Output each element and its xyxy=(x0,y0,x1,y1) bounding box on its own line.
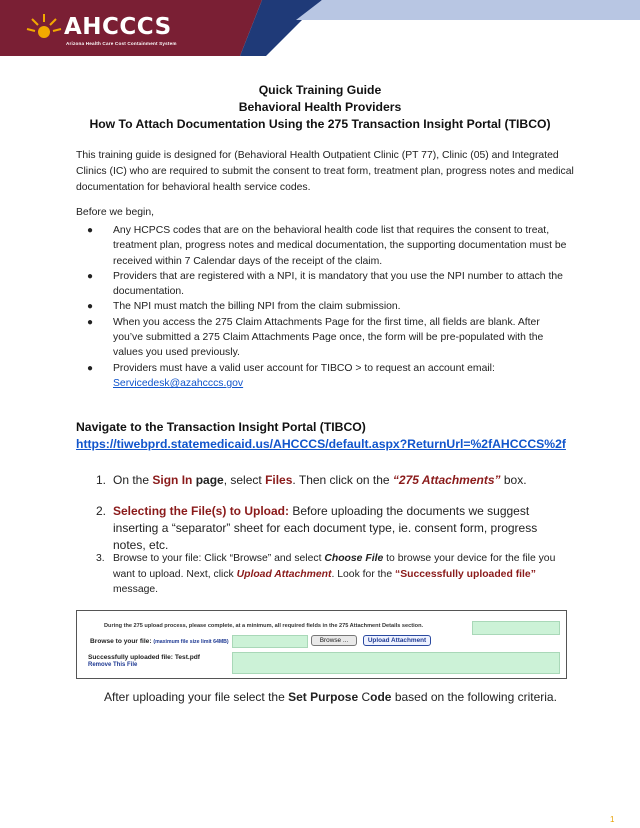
notice-green-cell xyxy=(472,621,560,635)
file-size-hint: (maximum file size limit 64MB) xyxy=(153,639,229,645)
success-message: Successfully uploaded file: Test.pdf xyxy=(88,654,200,661)
servicedesk-email-link[interactable]: Servicedesk@azahcccs.gov xyxy=(113,377,244,389)
browse-button[interactable]: Browse ... xyxy=(311,635,357,646)
logo-wordmark: AHCCCS xyxy=(64,14,172,40)
bullet-text: When you access the 275 Claim Attachments Page for the first time, all fields are blank. After you’ve submitted a 275 Claim Attachments Page once, the form will be pre-populated with the values you used previously. xyxy=(113,316,544,359)
upload-notice: During the 275 upload process, please complete, at a minimum, all required fields in the 275 Attachment Details section. xyxy=(104,623,424,629)
step-number: 2. xyxy=(96,504,107,518)
bullet-icon: ● xyxy=(87,362,94,374)
step-text: Selecting the File(s) to Upload: Before uploading the documents we suggest inserting a “separator” sheet for each document type, ie. consent form, progress notes, etc. xyxy=(113,504,538,552)
bullet-icon: ● xyxy=(87,316,94,328)
navigate-heading: Navigate to the Transaction Insight Portal (TIBCO) xyxy=(76,420,366,434)
page-number: 1 xyxy=(610,815,615,824)
bullet-text: The NPI must match the billing NPI from the claim submission. xyxy=(113,301,401,313)
title-line-1: Quick Training Guide xyxy=(258,83,382,97)
remove-file-link[interactable]: Remove This File xyxy=(88,662,138,668)
file-path-input[interactable] xyxy=(232,635,308,648)
sun-icon xyxy=(26,10,62,46)
bullet-text: Providers must have a valid user account for TIBCO > to request an account email: xyxy=(113,362,495,374)
bullet-text: Providers that are registered with a NPI, it is mandatory that you use the NPI number to attach the documentation. xyxy=(113,270,563,298)
bullet-text: Any HCPCS codes that are on the behavioral health code list that requires the consent to treat, treatment plan, progress notes and medical documentation, the supporting documentation must be received within 7 Calendar days of the receipt of the claim. xyxy=(113,225,567,267)
bullet-icon: ● xyxy=(87,270,94,282)
upload-form-screenshot xyxy=(76,610,567,679)
title-line-3: How To Attach Documentation Using the 275 Transaction Insight Portal (TIBCO) xyxy=(89,117,551,131)
header-banner xyxy=(0,0,640,56)
upload-attachment-button[interactable]: Upload Attachment xyxy=(363,635,431,646)
bullet-icon: ● xyxy=(87,225,94,236)
intro-paragraph: This training guide is designed for (Behavioral Health Outpatient Clinic (PT 77), Clinic (05) and Integrated Clinics (IC) who are required to submit the consent to treat form, treatment plan, progress notes and medical documentation for behavioral health service codes. xyxy=(76,150,574,193)
step-text: On the Sign In page, select Files. Then click on the “275 Attachments” box. xyxy=(113,473,527,487)
light-blue-band xyxy=(296,0,640,20)
list-item xyxy=(76,269,568,300)
after-upload-text: After uploading your file select the Set Purpose Code based on the following criteria. xyxy=(104,690,557,704)
step-text: Browse to your file: Click “Browse” and select Choose File to browse your device for the file you want to upload. Next, click Upload Attachment. Look for the “Successfully uploaded file” message. xyxy=(113,553,556,596)
tibco-portal-link[interactable]: https://tiwebprd.statemedicaid.us/AHCCCS/default.aspx?ReturnUrl=%2fAHCCCS%2f xyxy=(76,437,566,451)
document-titles xyxy=(0,82,640,133)
before-we-begin: Before we begin, xyxy=(76,207,154,218)
logo-tagline: Arizona Health Care Cost Containment System xyxy=(66,41,177,46)
list-item xyxy=(76,223,568,269)
list-item xyxy=(76,361,568,392)
bullet-icon: ● xyxy=(87,301,94,313)
requirements-list xyxy=(76,223,568,391)
list-item xyxy=(76,299,568,314)
list-item xyxy=(76,315,568,361)
step-number: 3. xyxy=(96,553,105,564)
step-number: 1. xyxy=(96,473,107,487)
title-line-2: Behavioral Health Providers xyxy=(238,100,402,114)
browse-label: Browse to your file: (maximum file size limit 64MB) xyxy=(90,638,229,645)
success-green-cell xyxy=(232,652,560,674)
